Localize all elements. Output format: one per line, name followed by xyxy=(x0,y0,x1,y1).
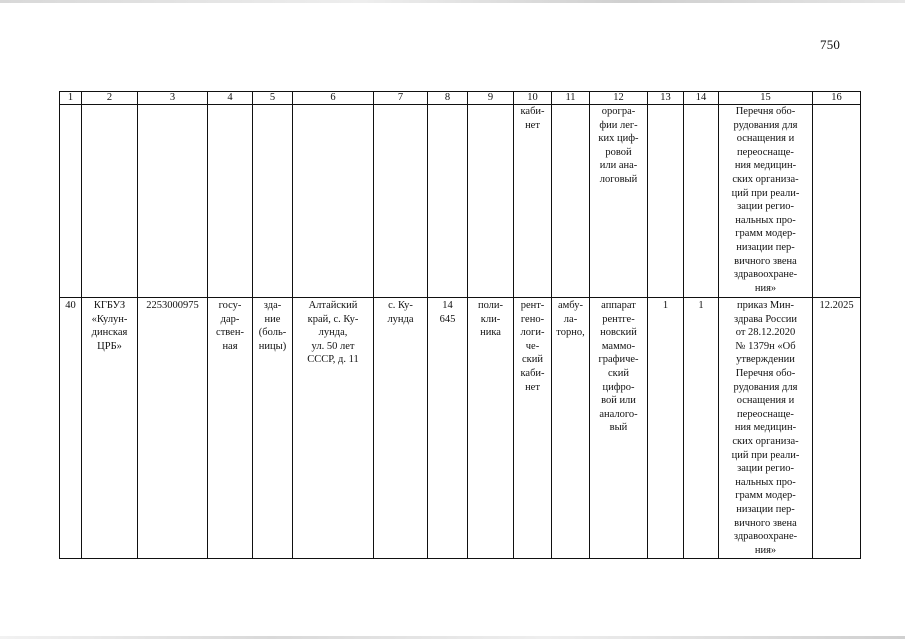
table-cell xyxy=(208,105,253,298)
table-cell xyxy=(374,105,428,298)
column-number: 16 xyxy=(813,92,861,105)
column-number: 9 xyxy=(468,92,514,105)
column-number: 5 xyxy=(253,92,293,105)
table-cell xyxy=(468,105,514,298)
address-cell: Алтайский край, с. Ку- лунда, ул. 50 лет СССР, д. 11 xyxy=(293,298,374,559)
column-number: 3 xyxy=(138,92,208,105)
column-number: 14 xyxy=(684,92,719,105)
scan-edge-top xyxy=(0,0,905,3)
column-number: 8 xyxy=(428,92,468,105)
ownership-cell: госу- дар- ствен- ная xyxy=(208,298,253,559)
column-number: 7 xyxy=(374,92,428,105)
unit-type-cell: поли- кли- ника xyxy=(468,298,514,559)
table-cell xyxy=(138,105,208,298)
table-cell xyxy=(648,105,684,298)
table-cell xyxy=(813,105,861,298)
legal-basis-cell: Перечня обо- рудования для оснащения и переоснаще- ния медицин- ских организа- ций при реали- зации регио- нальных про- грамм модер- низации пер- вичного звена здравоохране- ния» xyxy=(719,105,813,298)
column-number: 12 xyxy=(590,92,648,105)
organization-cell: КГБУЗ «Кулун- динская ЦРБ» xyxy=(82,298,138,559)
column-number: 13 xyxy=(648,92,684,105)
column-number: 10 xyxy=(514,92,552,105)
registry-table xyxy=(59,91,861,559)
column-number: 4 xyxy=(208,92,253,105)
table-cell xyxy=(428,105,468,298)
continuation-row xyxy=(60,105,861,298)
quantity-cell: 1 xyxy=(648,298,684,559)
equipment-cell: аппарат рентге- новский маммо- графиче- ский цифро- вой или аналого- вый xyxy=(590,298,648,559)
deadline-cell: 12.2025 xyxy=(813,298,861,559)
column-number: 15 xyxy=(719,92,813,105)
table-cell xyxy=(82,105,138,298)
legal-basis-cell: приказ Мин- здрава России от 28.12.2020 № 1379н «Об утверждении Перечня обо- рудования для оснащения и переоснаще- ния медицин- ских организа- ций при реали- зации регио- нальных про- грамм модер- низации пер- вичного звена здравоохране- ния» xyxy=(719,298,813,559)
table-cell xyxy=(253,105,293,298)
column-number: 6 xyxy=(293,92,374,105)
quantity-cell: 1 xyxy=(684,298,719,559)
table-cell xyxy=(552,105,590,298)
page-number: 750 xyxy=(820,37,841,52)
table-cell xyxy=(684,105,719,298)
row-number-cell: 40 xyxy=(60,298,82,559)
inn-cell: 2253000975 xyxy=(138,298,208,559)
table-row-40 xyxy=(60,298,861,559)
population-cell: 14 645 xyxy=(428,298,468,559)
column-number-row xyxy=(60,92,861,105)
room-type-cell: рент- гено- логи- че- ский каби- нет xyxy=(514,298,552,559)
settlement-cell: с. Ку- лунда xyxy=(374,298,428,559)
column-number: 1 xyxy=(60,92,82,105)
table-cell xyxy=(60,105,82,298)
table-cell xyxy=(293,105,374,298)
care-condition-cell: амбу- ла- торно, xyxy=(552,298,590,559)
column-number: 11 xyxy=(552,92,590,105)
equipment-cell: орогра- фии лег- ких циф- ровой или ана- логовый xyxy=(590,105,648,298)
building-cell: зда- ние (боль- ницы) xyxy=(253,298,293,559)
column-number: 2 xyxy=(82,92,138,105)
room-type-cell: каби- нет xyxy=(514,105,552,298)
